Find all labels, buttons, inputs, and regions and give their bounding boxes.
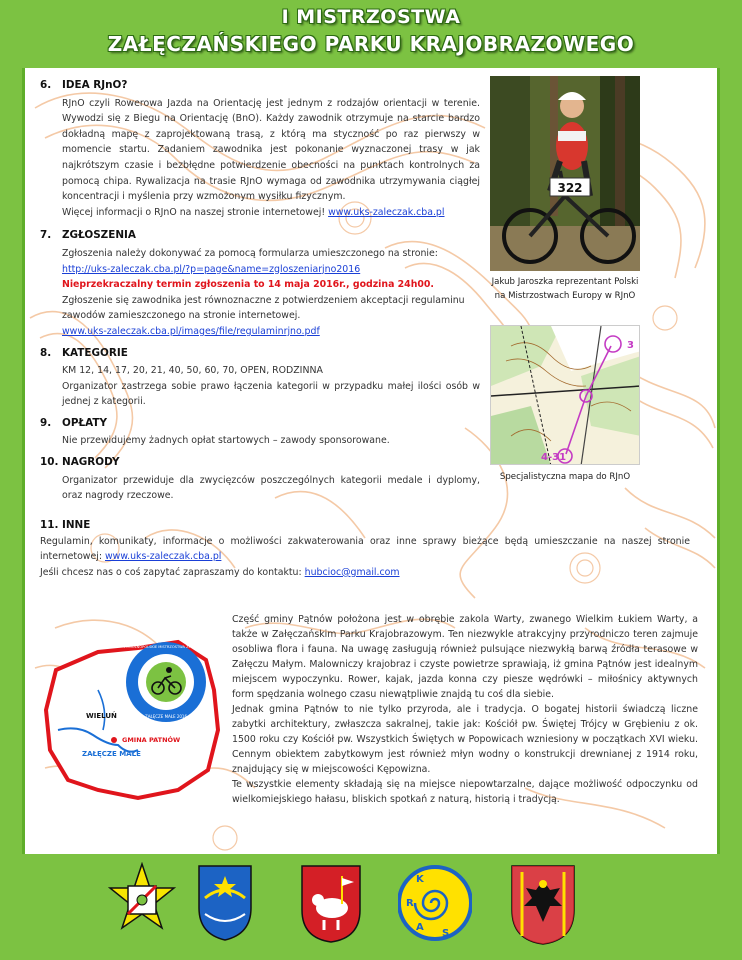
cyclist-illustration	[490, 76, 640, 271]
wielun-label: WIELUŃ	[86, 712, 117, 720]
section-body: Nie przewidujemy żadnych opłat startowych – zawody sponsorowane.	[62, 435, 390, 447]
section-idea	[40, 78, 480, 220]
kras-letter-r: R	[406, 898, 414, 909]
kras-logo-icon	[398, 862, 472, 944]
section-number: 6.	[40, 79, 52, 91]
section-heading	[40, 416, 480, 432]
control-label-b: 4-31	[541, 452, 567, 463]
website-link[interactable]: www.uks-zaleczak.cba.pl	[104, 551, 222, 563]
section-title: KATEGORIE	[62, 346, 128, 359]
logo-bottom-text: ZAŁĘCZE MAŁE 2016	[145, 714, 187, 719]
poland-outline	[38, 630, 228, 810]
section-body	[40, 96, 480, 221]
section-fees	[40, 416, 480, 449]
section-heading	[40, 228, 480, 244]
rider-photo	[490, 76, 640, 271]
region-description	[232, 612, 698, 807]
eagle-crest-icon	[508, 862, 578, 946]
section-number: 8.	[40, 346, 52, 359]
section-number: 9.	[40, 416, 52, 429]
bib-number: 322	[557, 181, 583, 195]
section-body	[40, 363, 480, 410]
section-number: 10.	[40, 456, 59, 469]
categories-note: Organizator zastrzega sobie prawo łączenia kategorii w przypadku małej ilości osób w jednej z kategorii.	[62, 380, 480, 408]
section-number: 7.	[40, 229, 52, 242]
region-paragraph-1: Część gminy Pątnów położona jest w obrębie zakola Warty, zwanego Wielkim Łukiem Warty, a także w Załęczańskim Parku Krajobrazowym. Ten niezwykle atrakcyjny przyrodniczo teren zajmuje osobliwa flora i fauna. Na uwagę zasługują również pulsujące niezwykłą barwą źródła terasowe w Załęczu Małym. Malowniczy krajobraz i czyste powietrze sprawiają, iż gmina Pątnów jest idealnym miejscem wypoczynku. Rower, kajak, jazda konna czy piesze wędrówki – miłośnicy aktywnych form spędzania wolnego czasu niewątpliwie znajdą tu coś dla siebie.	[232, 614, 698, 700]
title-line-1: I MISTRZOSTWA	[281, 6, 461, 28]
control-label-a: 3	[627, 340, 634, 351]
lamb-crest-icon	[298, 862, 364, 944]
kras-letter-k: K	[416, 874, 424, 885]
section-title: NAGRODY	[62, 456, 120, 469]
main-content	[40, 78, 480, 510]
zalecze-label: ZAŁĘCZE MAŁE	[82, 750, 141, 758]
section-heading	[40, 78, 480, 94]
section-title: IDEA RJnO?	[62, 79, 128, 91]
idea-more-text: Więcej informacji o RJnO na naszej stronie internetowej!	[62, 206, 326, 218]
section-heading	[40, 455, 480, 471]
section-title: OPŁATY	[62, 416, 107, 429]
section-other	[40, 518, 690, 580]
section-registration	[40, 228, 480, 339]
section-title: INNE	[62, 519, 91, 531]
region-paragraph-3: Te wszystkie elementy składają się na miejsce niepowtarzalne, dające możliwość odpoczynku od wielkomiejskiego hałasu, bliskich spotkań z naturą, historią i tradycją.	[232, 779, 698, 805]
map-caption: Specjalistyczna mapa do RJnO	[499, 472, 631, 482]
map-illustration	[491, 326, 640, 465]
section-categories	[40, 346, 480, 410]
email-link[interactable]: hubcioc@gmail.com	[304, 566, 400, 578]
registration-terms-text: Zgłoszenie się zawodnika jest równoznaczne z potwierdzeniem akceptacji regulaminu zawodów zamieszczonego na stronie internetowej.	[62, 294, 465, 322]
poland-map	[38, 630, 228, 810]
section-body	[40, 534, 690, 581]
title-line-2: ZAŁĘCZAŃSKIEGO PARKU KRAJOBRAZOWEGO	[107, 32, 635, 56]
contact-text: Jeśli chcesz nas o coś zapytać zapraszamy do kontaktu:	[40, 566, 302, 578]
registration-text: Zgłoszenia należy dokonywać za pomocą formularza umieszczonego na stronie:	[62, 247, 438, 259]
logo-ring-text: I OGÓLNOPOLSKIE MISTRZOSTWA ZPK W RJNO	[123, 645, 209, 649]
sports-club-crest-icon	[108, 862, 176, 942]
website-link[interactable]: www.uks-zaleczak.cba.pl	[328, 206, 445, 218]
patnow-label: GMINA PATNÓW	[122, 736, 181, 744]
section-body: Organizator przewiduje dla zwycięzców poszczególnych kategorii medale i dyplomy, oraz nagrody rzeczowe.	[62, 474, 480, 502]
region-paragraph-2: Jednak gmina Pątnów to nie tylko przyroda, ale i tradycja. O bogatej historii świadczą liczne zabytki architektury, zwłaszcza sakralnej, takie jak: Kościół pw. Świętej Trójcy w Grębieniu z ok. 1500 roku czy Kościół pw. Wszystkich Świętych w Popowicach wzniesiony w początkach XVI wieku. Cennym obiektem zabytkowym jest również młyn wodny o konstrukcji drewnianej z 1914 roku, znajdujący się w miejscowości Kępowizna.	[232, 704, 698, 775]
registration-form-link[interactable]: http://uks-zaleczak.cba.pl/?p=page&name=zgloszeniarjno2016	[62, 263, 361, 275]
kras-letter-s: S	[442, 928, 450, 939]
section-title: ZGŁOSZENIA	[62, 229, 136, 242]
section-heading	[40, 346, 480, 362]
orienteering-map	[490, 325, 640, 465]
regulations-link[interactable]: www.uks-zaleczak.cba.pl/images/file/regulaminrjno.pdf	[62, 325, 320, 337]
municipality-crest-icon	[195, 862, 255, 942]
photo-caption: Jakub Jaroszka reprezentant Polski na Mistrzostwach Europy w RJnO	[491, 277, 639, 301]
section-body	[40, 246, 480, 340]
section-heading	[40, 518, 690, 534]
idea-text: RJnO czyli Rowerowa Jazda na Orientację jest jednym z rodzajów orientacji w terenie. Wywodzi się z Biegu na Orientację (BnO). Każdy zawodnik otrzymuje na starcie bardzo dokładną mapę z zaprojektowaną trasą, z którą ma styczność po raz pierwszy w momencie startu. Zadaniem zawodnika jest pokonanie wyznaczonej trasy w jak najkrótszym czasie i bezbłędne potwierdzenie obecności na punktach kontrolnych za pomocą chipa. Rywalizacja na trasie RJnO wymaga od zawodnika utrzymywania ciągłej koncentracji i myślenia przy wzmożonym wysiłku fizycznym.	[62, 97, 480, 203]
header-banner	[0, 0, 742, 68]
registration-deadline: Nieprzekraczalny termin zgłoszenia to 14 maja 2016r., godzina 24h00.	[62, 279, 434, 291]
right-border	[720, 68, 742, 854]
kras-letter-a: A	[416, 922, 424, 933]
section-prizes	[40, 455, 480, 504]
categories-list: KM 12, 14, 17, 20, 21, 40, 50, 60, 70, OPEN, RODZINNA	[62, 365, 323, 377]
section-number: 11.	[40, 519, 59, 531]
left-border	[0, 68, 22, 854]
other-text: Regulamin, komunikaty, informacje o możliwości zakwaterowania oraz inne sprawy bieżące będą umieszczanie na naszej stronie internetowej:	[40, 535, 690, 563]
